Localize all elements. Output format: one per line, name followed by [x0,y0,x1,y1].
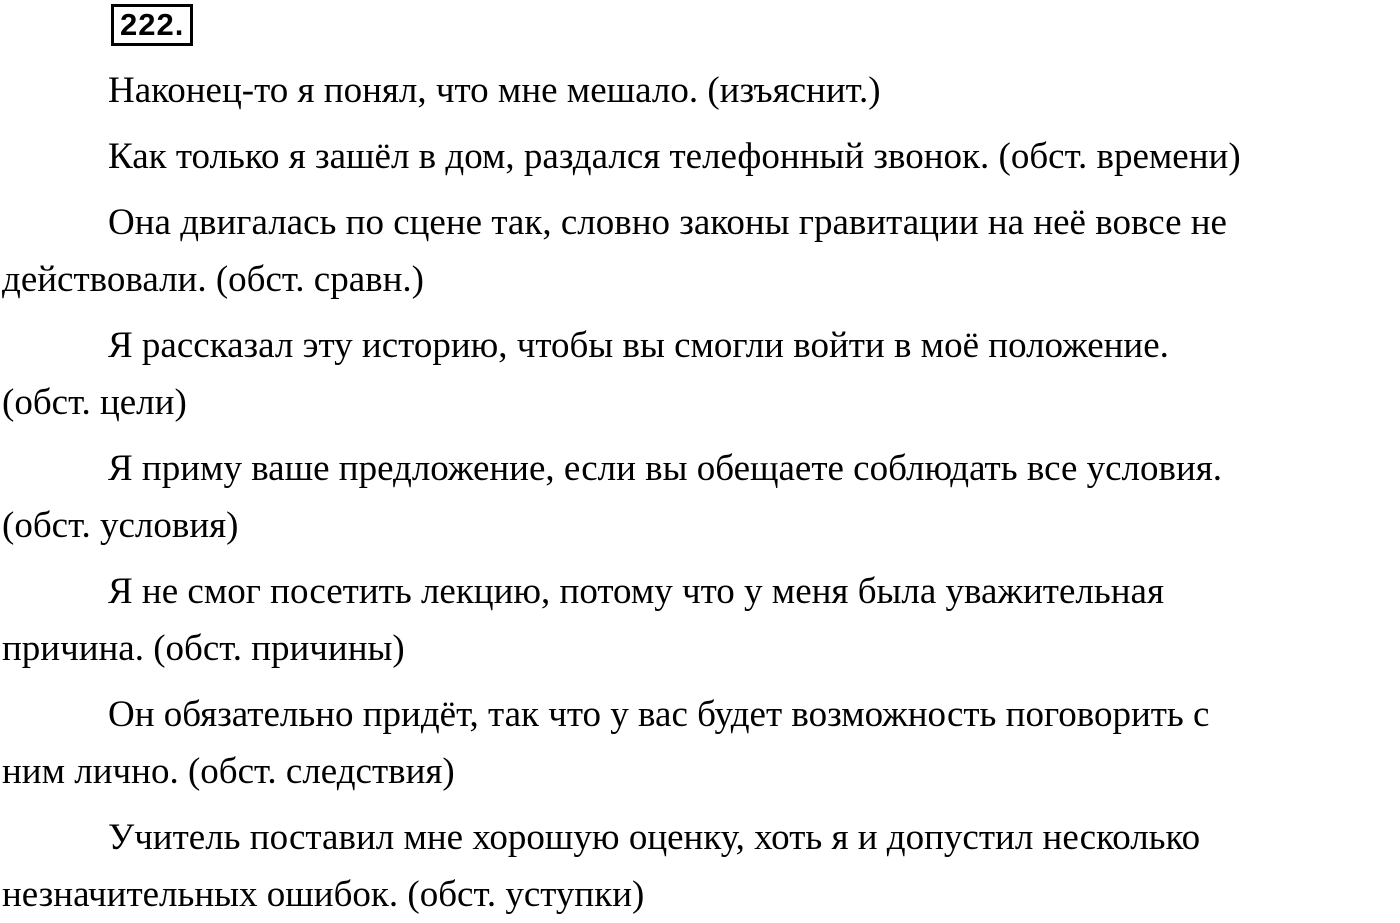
sentence-line: Я не смог посетить лекцию, потому что у меня была уважительная [108,571,1164,612]
sentence-line: Он обязательно придёт, так что у вас будет возможность поговорить с [108,694,1210,735]
sentence-6 [2,563,1398,677]
sentence-line: Наконец-то я понял, что мне мешало. (изъяснит.) [108,70,881,111]
sentence-line: (обст. цели) [2,382,187,423]
sentence-line: Учитель поставил мне хорошую оценку, хоть я и допустил несколько [108,817,1201,858]
sentence-5 [2,440,1398,554]
sentence-2 [2,128,1398,185]
sentence-list [2,62,1398,923]
sentence-line: действовали. (обст. сравн.) [2,259,424,300]
sentence-line: ним лично. (обст. следствия) [2,751,455,792]
sentence-line: незначительных ошибок. (обст. уступки) [2,874,645,915]
sentence-line: Я рассказал эту историю, чтобы вы смогли войти в моё положение. [108,325,1169,366]
sentence-line: Я приму ваше предложение, если вы обещаете соблюдать все условия. [108,448,1223,489]
sentence-3 [2,194,1398,308]
sentence-line: Она двигалась по сцене так, словно законы гравитации на неё вовсе не [108,202,1227,243]
sentence-line: причина. (обст. причины) [2,628,405,669]
sentence-line: Как только я зашёл в дом, раздался телефонный звонок. (обст. времени) [108,136,1241,177]
sentence-line: (обст. условия) [2,505,239,546]
sentence-7 [2,686,1398,800]
sentence-4 [2,317,1398,431]
sentence-1 [2,62,1398,119]
sentence-8 [2,809,1398,923]
exercise-number: 222. [111,4,193,46]
